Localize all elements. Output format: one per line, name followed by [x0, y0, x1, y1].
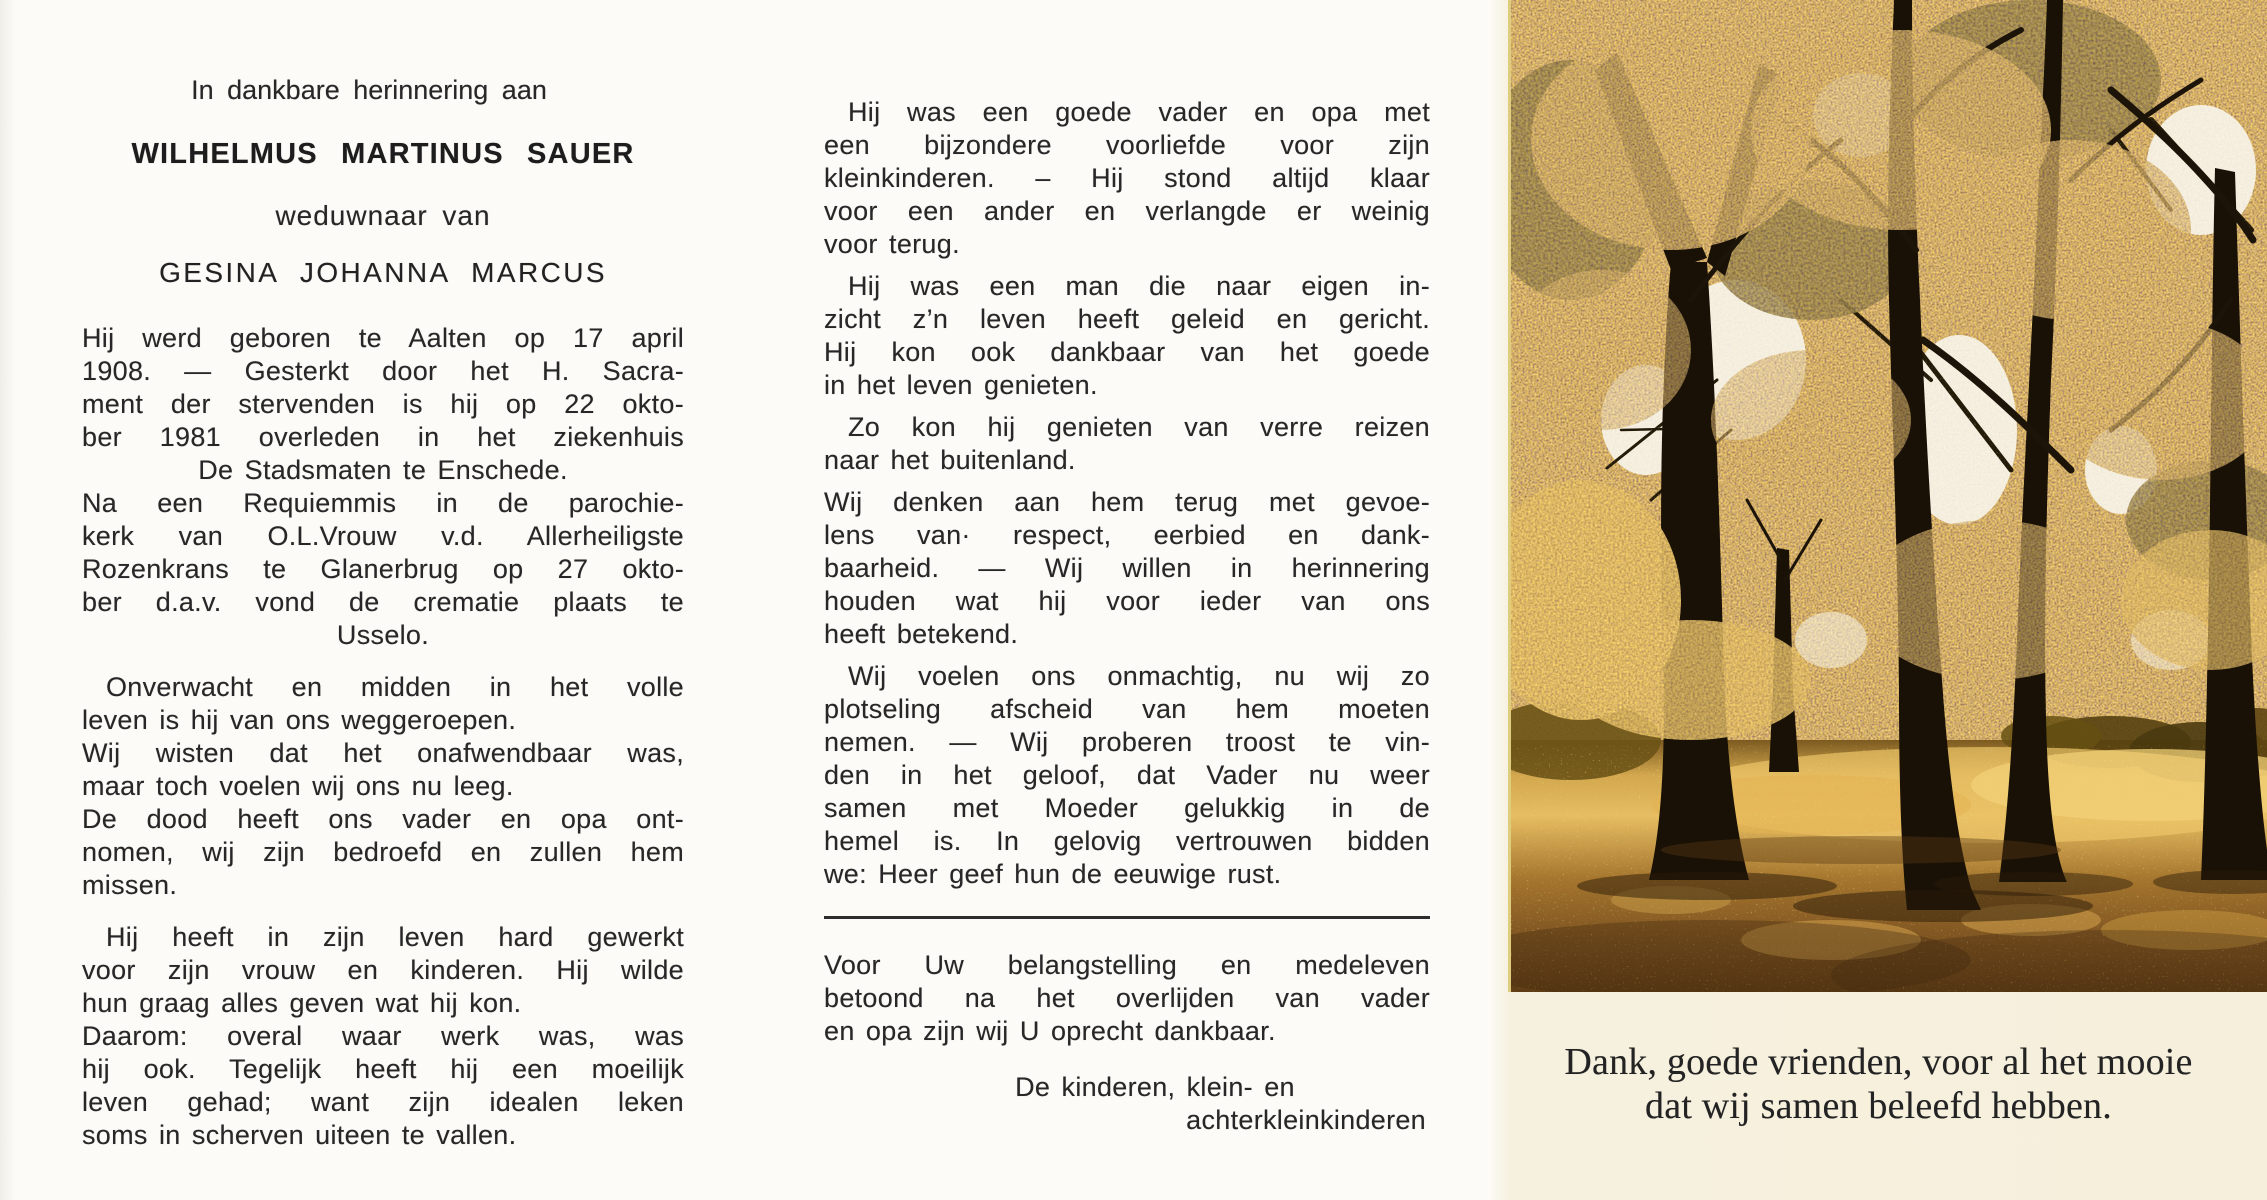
- text-line: leven is hij van ons weggeroepen.: [82, 705, 517, 735]
- text-line: voor een ander en verlangde er weinig: [824, 196, 1430, 226]
- memorial-intro: In dankbare herinnering aan: [191, 75, 547, 105]
- left-body-text: [82, 322, 684, 1152]
- text-line: Voor Uw belangstelling en medeleven: [824, 950, 1430, 980]
- text-line: De Stadsmaten te Enschede.: [198, 455, 568, 485]
- paragraph: [824, 949, 1430, 1048]
- text-line: Hij werd geboren te Aalten op 17 april: [82, 323, 684, 353]
- text-line: Onverwacht en midden in het volle: [106, 672, 684, 702]
- autumn-forest-photo: [1511, 0, 2267, 992]
- text-line: en opa zijn wij U oprecht dankbaar.: [824, 1016, 1276, 1046]
- paragraph: [824, 270, 1430, 402]
- text-line: kerk van O.L.Vrouw v.d. Allerheiligste: [82, 521, 684, 551]
- text-line: Rozenkrans te Glanerbrug op 27 okto-: [82, 554, 684, 584]
- text-line: Wij denken aan hem terug met gevoe-: [824, 487, 1430, 517]
- text-line: den in het geloof, dat Vader nu weer: [824, 760, 1430, 790]
- memorial-photo: [1508, 0, 2267, 992]
- caption-line: Dank, goede vrienden, voor al het mooie: [1564, 1041, 2193, 1083]
- signature-line: De kinderen, klein- en: [1015, 1072, 1295, 1102]
- text-line: baarheid. — Wij willen in herinnering: [824, 553, 1430, 583]
- text-line: ber d.a.v. vond de crematie plaats te: [82, 587, 684, 617]
- text-line: missen.: [82, 870, 178, 900]
- right-page: [1490, 0, 2267, 1200]
- text-line: Hij kon ook dankbaar van het goede: [824, 337, 1430, 367]
- text-line: naar het buitenland.: [824, 445, 1076, 475]
- text-line: ment der stervenden is hij op 22 okto-: [82, 389, 684, 419]
- text-line: een bijzondere voorliefde voor zijn: [824, 130, 1430, 160]
- text-line: betoond na het overlijden van vader: [824, 983, 1430, 1013]
- text-line: Daarom: overal waar werk was, was: [82, 1021, 684, 1051]
- text-line: ber 1981 overleden in het ziekenhuis: [82, 422, 684, 452]
- text-line: De dood heeft ons vader en opa ont-: [82, 804, 684, 834]
- text-line: heeft betekend.: [824, 619, 1019, 649]
- spouse-name: GESINA JOHANNA MARCUS: [159, 257, 607, 288]
- paragraph: [82, 322, 684, 652]
- text-line: we: Heer geef hun de eeuwige rust.: [824, 859, 1282, 889]
- text-line: hemel is. In gelovig vertrouwen bidden: [824, 826, 1430, 856]
- text-line: soms in scherven uiteen te vallen.: [82, 1120, 517, 1150]
- text-line: Wij voelen ons onmachtig, nu wij zo: [848, 661, 1430, 691]
- text-line: Hij was een man die naar eigen in-: [848, 271, 1430, 301]
- middle-page-column: [824, 0, 1430, 1137]
- text-line: plotseling afscheid van hem moeten: [824, 694, 1430, 724]
- paragraph: [82, 671, 684, 902]
- relation-line: weduwnaar van: [275, 200, 491, 231]
- text-line: Na een Requiemmis in de parochie-: [82, 488, 684, 518]
- text-line: lens van· respect, eerbied en dank-: [824, 520, 1430, 550]
- text-line: kleinkinderen. – Hij stond altijd klaar: [824, 163, 1430, 193]
- text-line: zicht z’n leven heeft geleid en gericht.: [824, 304, 1430, 334]
- text-line: Hij was een goede vader en opa met: [848, 97, 1430, 127]
- text-line: nomen, wij zijn bedroefd en zullen hem: [82, 837, 684, 867]
- text-line: Wij wisten dat het onafwendbaar was,: [82, 738, 684, 768]
- paragraph: [824, 411, 1430, 477]
- thanks-text: [824, 949, 1430, 1048]
- text-line: maar toch voelen wij ons nu leeg.: [82, 771, 514, 801]
- signature-block: [824, 1071, 1430, 1137]
- paragraph: [824, 96, 1430, 261]
- deceased-name: WILHELMUS MARTINUS SAUER: [131, 138, 635, 170]
- divider-rule: [824, 916, 1430, 919]
- signature-line: achterkleinkinderen: [1186, 1105, 1426, 1135]
- text-line: Hij heeft in zijn leven hard gewerkt: [106, 922, 684, 952]
- text-line: leven gehad; want zijn idealen leken: [82, 1087, 684, 1117]
- text-line: voor terug.: [824, 229, 960, 259]
- paragraph: [824, 660, 1430, 891]
- paragraph: [824, 486, 1430, 651]
- caption-line: dat wij samen beleefd hebben.: [1645, 1085, 2112, 1127]
- left-page-column: [82, 0, 684, 1152]
- middle-body-text: [824, 96, 1430, 891]
- text-line: 1908. — Gesterkt door het H. Sacra-: [82, 356, 684, 386]
- text-line: hij ook. Tegelijk heeft hij een moeilijk: [82, 1054, 684, 1084]
- photo-caption: [1499, 1040, 2258, 1128]
- text-line: Usselo.: [336, 620, 430, 650]
- text-line: in het leven genieten.: [824, 370, 1098, 400]
- text-line: Zo kon hij genieten van verre reizen: [848, 412, 1430, 442]
- text-line: nemen. — Wij proberen troost te vin-: [824, 727, 1430, 757]
- text-line: samen met Moeder gelukkig in de: [824, 793, 1430, 823]
- text-line: voor zijn vrouw en kinderen. Hij wilde: [82, 955, 684, 985]
- paragraph: [82, 921, 684, 1152]
- text-line: houden wat hij voor ieder van ons: [824, 586, 1430, 616]
- text-line: hun graag alles geven wat hij kon.: [82, 988, 522, 1018]
